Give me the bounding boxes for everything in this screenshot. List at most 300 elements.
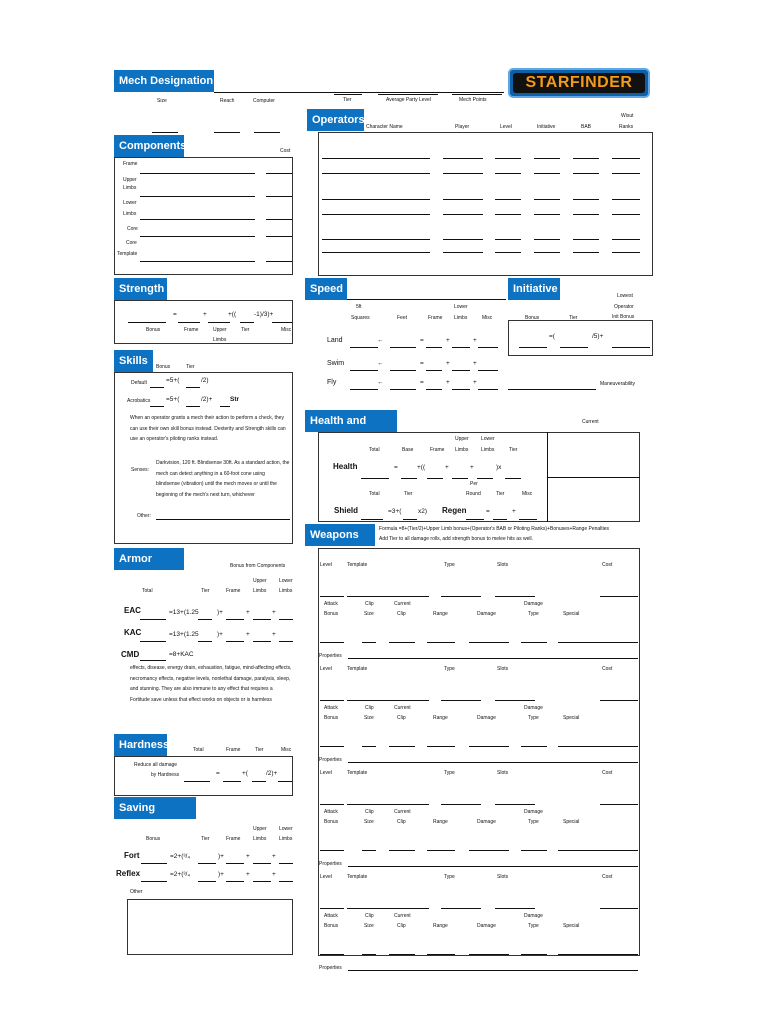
kac-total-line[interactable] [140,641,166,642]
bab-label: BAB [581,124,592,130]
speed-swim-feet-line[interactable] [390,370,416,371]
operators-title: Operators [312,114,365,126]
weapon-2-size-line[interactable] [362,746,376,747]
maneuverability-line[interactable] [508,389,596,390]
regen-label: Regen [442,506,467,515]
init-bonus-line[interactable] [519,347,547,348]
operator-wisut-line[interactable] [612,252,640,253]
strength-bonus-line[interactable] [128,322,166,323]
operator-initiative-line[interactable] [534,158,560,159]
operator-name-line[interactable] [322,239,430,240]
acrobatics-str: Str [230,396,240,403]
wisut-ranks-label: Ranks [619,124,634,130]
eac-plus-1: + [246,609,250,616]
weapon-3-type-line[interactable] [441,804,481,805]
speed-land-lower-line[interactable] [452,347,470,348]
operator-wisut-line[interactable] [612,214,640,215]
operator-player-line[interactable] [443,239,483,240]
core-template-line[interactable] [140,261,255,262]
health-upper-line[interactable] [452,478,468,479]
speed-misc-label: Misc [482,315,493,321]
core-cost-line[interactable] [266,236,292,237]
designation-line[interactable] [214,92,504,93]
operator-level-line[interactable] [495,214,521,215]
operator-initiative-line[interactable] [534,252,560,253]
weapon-4-clip2-label: Clip [397,923,406,929]
health-upper-label: Upper [455,436,469,442]
weapon-1-type-label: Type [444,562,455,568]
weapon-3-size-label: Size [364,819,374,825]
weapon-3-cost-line[interactable] [600,804,638,805]
health-current-label: Current [582,419,599,425]
acrobatics-label: Acrobatics [127,398,151,404]
weapon-3-slots-label: Slots [497,770,509,776]
weapon-2-range-label: Range [433,715,448,721]
armor-frame-label: Frame [226,588,241,594]
operator-wisut-line[interactable] [612,239,640,240]
operator-wisut-line[interactable] [612,158,640,159]
weapon-1-range-line[interactable] [427,642,455,643]
cmd-label: CMD [121,650,140,659]
weapon-3-special-line[interactable] [558,850,638,851]
components-cost-label: Cost [280,148,291,154]
operators-box [318,132,653,276]
initiative-col-label: Initiative [537,124,556,130]
operator-player-line[interactable] [443,158,483,159]
speed-land-squares-line[interactable] [350,347,378,348]
operator-wisut-line[interactable] [612,199,640,200]
weapon-3-type-label: Type [444,770,455,776]
eac-tier-line[interactable] [198,619,212,620]
weapon-4-range-line[interactable] [427,954,455,955]
hardness-header [114,734,170,756]
weapon-4-attack-label: Attack [324,913,338,919]
weapon-1-special-line[interactable] [558,642,638,643]
operator-initiative-line[interactable] [534,199,560,200]
lower-limbs-cost-line[interactable] [266,219,292,220]
frame-cost-line[interactable] [266,173,292,174]
operator-initiative-line[interactable] [534,214,560,215]
regen-round-line[interactable] [466,519,484,520]
speed-swim-plus-2: + [473,360,477,367]
hardness-frame-label: Frame [226,747,241,753]
health-title: Health and Shield [310,415,367,449]
weapon-2-special-label: Special [563,715,580,721]
weapon-1-level-label: Level [320,562,332,568]
weapon-3-type2-label: Type [528,819,539,825]
fort-tier-line[interactable] [198,863,216,864]
speed-land-feet-line[interactable] [390,347,416,348]
speed-swim-misc-line[interactable] [478,370,498,371]
operator-level-line[interactable] [495,252,521,253]
operator-bab-line[interactable] [573,199,599,200]
weapon-4-template-line[interactable] [347,908,429,909]
weapon-2-damtype-line[interactable] [521,746,547,747]
operator-bab-line[interactable] [573,239,599,240]
weapon-1-cost-line[interactable] [600,596,638,597]
speed-land-frame-line[interactable] [426,347,442,348]
skills-header [114,350,153,372]
weapon-2-cost-line[interactable] [600,700,638,701]
strength-upper-label: Upper [213,327,227,333]
weapon-4-cost-line[interactable] [600,908,638,909]
weapon-3-damage-type-label: Damage [524,809,543,815]
strength-plus: + [203,311,207,318]
weapon-3-properties-label: Properties [319,861,342,867]
hardness-tier-line[interactable] [252,781,266,782]
mech-points-line[interactable] [452,94,502,95]
kac-frame-line[interactable] [226,641,244,642]
weapon-2-template-line[interactable] [347,700,429,701]
weapon-3-level-line[interactable] [320,804,344,805]
operator-player-line[interactable] [443,173,483,174]
saves-upper-limbs-label: Limbs [253,836,267,842]
weapon-2-damage-line[interactable] [469,746,509,747]
eac-lower-line[interactable] [279,619,293,620]
fort-paren: )+ [218,853,224,860]
operator-bab-line[interactable] [573,252,599,253]
speed-limbs-label: Limbs [454,315,468,321]
weapon-2-cost-label: Cost [602,666,613,672]
init-col-bonus: Bonus [525,315,540,321]
operator-initiative-line[interactable] [534,173,560,174]
speed-fly-misc-line[interactable] [478,389,498,390]
acrobatics-tier-line[interactable] [186,406,200,407]
shield-f2: x2) [418,508,428,515]
weapon-1-size-line[interactable] [362,642,376,643]
operator-player-line[interactable] [443,199,483,200]
weapon-2-attack-line[interactable] [320,746,344,747]
upper-limbs-label: Upper [123,177,137,183]
regen-misc-line[interactable] [519,519,537,520]
eac-paren: )+ [217,609,223,616]
speed-squares-label: Squares [351,315,370,321]
computer-line[interactable] [254,132,280,133]
saves-frame-label: Frame [226,836,241,842]
saves-tier-label: Tier [201,836,210,842]
strength-misc-line[interactable] [272,322,292,323]
health-per-label: Per [470,481,478,487]
weapon-3-clip-line[interactable] [389,850,415,851]
regen-round-label: Round [466,491,481,497]
speed-title: Speed [310,283,344,295]
upper-limbs-line[interactable] [140,196,255,197]
weapon-1-damage-line[interactable] [469,642,509,643]
weapon-1-slots-label: Slots [497,562,509,568]
health-plus-1: + [445,464,449,471]
hardness-paren: +( [242,770,248,777]
default-tier-line[interactable] [186,387,200,388]
speed-header [305,278,347,300]
weapon-1-range-label: Range [433,611,448,617]
reflex-lower-line[interactable] [279,881,293,882]
skills-title: Skills [119,355,148,367]
speed-land-arrow-icon: ← [377,337,384,344]
init-operator-label: Operator [614,304,634,310]
speed-land-plus-2: + [473,337,477,344]
size-line[interactable] [152,132,178,133]
reflex-bonus-line[interactable] [141,881,167,882]
kac-lower-line[interactable] [279,641,293,642]
speed-fly-plus-1: + [446,379,450,386]
kac-upper-line[interactable] [253,641,271,642]
speed-swim-squares-line[interactable] [350,370,378,371]
speed-fly-frame-line[interactable] [426,389,442,390]
weapon-4-damage-type-label: Damage [524,913,543,919]
speed-fly-squares-line[interactable] [350,389,378,390]
eac-frame-line[interactable] [226,619,244,620]
tier-label: Tier [343,97,352,103]
health-header [305,410,397,449]
weapon-2-properties-line[interactable] [348,762,638,763]
skills-other-label: Other: [137,513,151,519]
reflex-formula: =2+(³/₄ [170,871,190,878]
weapon-4-slots-label: Slots [497,874,509,880]
strength-misc-label: Misc [281,327,292,333]
mech-designation-header [114,70,214,92]
weapons-formula: Formula =8+(Tier/2)+Upper Limb bonus+(Operator's BAB or Piloting Ranks)+Bonuses+Range Penalties [379,526,610,532]
weapon-1-clip2-label: Clip [397,611,406,617]
init-f1: =( [549,333,555,340]
armor-lower-limbs-label: Limbs [279,588,293,594]
strength-header [114,278,167,300]
hardness-tier-label: Tier [255,747,264,753]
weapon-4-clip-line[interactable] [389,954,415,955]
apl-line[interactable] [378,94,438,95]
weapon-2-range-line[interactable] [427,746,455,747]
speed-land-misc-line[interactable] [478,347,498,348]
weapon-1-slots-line[interactable] [495,596,535,597]
hardness-tail: /2)+ [266,770,278,777]
operator-player-line[interactable] [443,214,483,215]
default-bonus-line[interactable] [150,387,164,388]
reflex-upper-line[interactable] [253,881,271,882]
reach-line[interactable] [214,132,240,133]
tier-line[interactable] [334,94,362,95]
strength-title: Strength [119,283,165,295]
weapon-3-template-line[interactable] [347,804,429,805]
weapon-1-clip-line[interactable] [389,642,415,643]
weapon-4-damtype-line[interactable] [521,954,547,955]
health-frame-line[interactable] [427,478,443,479]
size-label: Size [157,98,167,104]
weapon-2-clip-line[interactable] [389,746,415,747]
weapon-1-type-line[interactable] [441,596,481,597]
health-total-line[interactable] [361,478,389,479]
operator-bab-line[interactable] [573,173,599,174]
hardness-eq: = [216,770,220,777]
weapons-title: Weapons [310,529,359,541]
weapon-4-damage-line[interactable] [469,954,509,955]
core-template-cost-line[interactable] [266,261,292,262]
hardness-total-label: Total [193,747,204,753]
weapon-4-size-label: Size [364,923,374,929]
weapon-1-special-label: Special [563,611,580,617]
wisut-label: Wisut [621,113,634,119]
init-lowest-line[interactable] [612,347,650,348]
speed-lower-label: Lower [454,304,468,310]
weapon-4-range-label: Range [433,923,448,929]
weapon-1-size-label: Size [364,611,374,617]
weapon-4-type-line[interactable] [441,908,481,909]
weapon-4-size-line[interactable] [362,954,376,955]
hardness-total-line[interactable] [184,781,210,782]
kac-tier-line[interactable] [198,641,212,642]
health-tier-line[interactable] [505,478,521,479]
eac-upper-line[interactable] [253,619,271,620]
components-box [114,157,293,275]
default-label: Default [131,380,147,386]
armor-class-title: Armor Class [119,553,153,587]
weapon-4-properties-line[interactable] [348,970,638,971]
speed-swim-eq: = [420,360,424,367]
acrobatics-misc-line[interactable] [220,406,230,407]
weapon-3-range-label: Range [433,819,448,825]
weapon-4-slots-line[interactable] [495,908,535,909]
weapon-2-level-label: Level [320,666,332,672]
mech-designation-title: Mech Designation [119,75,214,87]
core-line[interactable] [140,236,255,237]
weapon-1-properties-line[interactable] [348,658,638,659]
armor-bonus-from-label: Bonus from Components [230,563,286,569]
weapon-4-attack-line[interactable] [320,954,344,955]
speed-swim-frame-line[interactable] [426,370,442,371]
skills-tier-label: Tier [186,364,195,370]
health-total-label: Total [369,447,380,453]
weapon-2-type-label: Type [444,666,455,672]
hardness-misc-line[interactable] [278,781,292,782]
fort-upper-line[interactable] [253,863,271,864]
eac-formula: =13+(1.25 [169,609,199,616]
acrobatics-bonus-line[interactable] [150,406,164,407]
lower-limbs-line[interactable] [140,219,255,220]
strength-upper-line[interactable] [208,322,230,323]
reflex-plus-2: + [272,871,276,878]
armor-total-label: Total [142,588,153,594]
reflex-frame-line[interactable] [226,881,244,882]
upper-limbs-cost-line[interactable] [266,196,292,197]
operator-name-line[interactable] [322,199,430,200]
components-header [114,135,187,157]
weapon-1-damtype-line[interactable] [521,642,547,643]
strength-frame-line[interactable] [178,322,200,323]
speed-swim-lower-line[interactable] [452,370,470,371]
operator-wisut-line[interactable] [612,173,640,174]
speed-fly-feet-line[interactable] [390,389,416,390]
weapon-1-type2-label: Type [528,611,539,617]
reflex-tier-line[interactable] [198,881,216,882]
regen-misc-label: Misc [522,491,533,497]
strength-tier-line[interactable] [240,322,254,323]
weapon-4-level-line[interactable] [320,908,344,909]
operator-bab-line[interactable] [573,158,599,159]
operator-level-line[interactable] [495,173,521,174]
weapon-1-level-line[interactable] [320,596,344,597]
operator-bab-line[interactable] [573,214,599,215]
weapon-3-special-label: Special [563,819,580,825]
weapon-2-current-label: Current [394,705,411,711]
weapon-1-attack-line[interactable] [320,642,344,643]
operator-initiative-line[interactable] [534,239,560,240]
skills-other-line[interactable] [156,519,290,520]
weapon-2-type-line[interactable] [441,700,481,701]
shield-label: Shield [334,506,359,515]
weapon-3-size-line[interactable] [362,850,376,851]
regen-tier-line[interactable] [493,519,507,520]
armor-lower-label: Lower [279,578,293,584]
health-lower-line[interactable] [477,478,493,479]
player-label: Player [455,124,470,130]
operator-name-line[interactable] [322,252,430,253]
operator-name-line[interactable] [322,173,430,174]
operator-name-line[interactable] [322,158,430,159]
acrobatics-f2: /2)+ [201,396,213,403]
health-base-line[interactable] [401,478,417,479]
fort-frame-line[interactable] [226,863,244,864]
strength-tier-label: Tier [241,327,250,333]
weapon-2-damage-label: Damage [477,715,496,721]
weapon-4-clip-label: Clip [365,913,374,919]
weapon-2-special-line[interactable] [558,746,638,747]
operator-level-line[interactable] [495,158,521,159]
weapon-1-bonus-label: Bonus [324,611,339,617]
weapon-3-damtype-line[interactable] [521,850,547,851]
speed-fly-lower-line[interactable] [452,389,470,390]
weapon-1-cost-label: Cost [602,562,613,568]
fort-bonus-line[interactable] [141,863,167,864]
weapon-3-slots-line[interactable] [495,804,535,805]
operator-player-line[interactable] [443,252,483,253]
operator-level-line[interactable] [495,239,521,240]
initiative-title: Initiative [513,283,558,295]
weapon-2-level-line[interactable] [320,700,344,701]
fort-lower-line[interactable] [279,863,293,864]
shield-tier-line[interactable] [403,519,417,520]
operator-level-line[interactable] [495,199,521,200]
kac-paren: )+ [217,631,223,638]
weapon-3-damage-line[interactable] [469,850,509,851]
cmd-total-line[interactable] [140,660,166,661]
weapon-1-template-line[interactable] [347,596,429,597]
weapon-4-special-label: Special [563,923,580,929]
weapon-4-properties-label: Properties [319,965,342,971]
operator-name-line[interactable] [322,214,430,215]
speed-land-plus-1: + [446,337,450,344]
cmd-formula: =8+KAC [169,651,194,658]
strength-limbs-label: Limbs [213,337,227,343]
eac-total-line[interactable] [140,619,166,620]
shield-total-line[interactable] [361,519,383,520]
frame-line[interactable] [140,173,255,174]
weapon-2-slots-line[interactable] [495,700,535,701]
saves-other-box[interactable] [127,899,293,955]
armor-tier-label: Tier [201,588,210,594]
acrobatics-f1: =5+( [166,396,180,403]
weapon-3-attack-line[interactable] [320,850,344,851]
components-title: Components [119,140,187,152]
upper-limbs-label-2: Limbs [123,185,137,191]
weapon-3-level-label: Level [320,770,332,776]
hardness-frame-line[interactable] [223,781,241,782]
armor-class-header [114,548,184,587]
weapon-3-properties-line[interactable] [348,866,638,867]
weapon-4-special-line[interactable] [558,954,638,955]
weapon-3-range-line[interactable] [427,850,455,851]
saves-lower-label: Lower [279,826,293,832]
init-tier-line[interactable] [560,347,588,348]
hardness-reduce-1: Reduce all damage [134,762,178,768]
initiative-header [508,278,560,300]
